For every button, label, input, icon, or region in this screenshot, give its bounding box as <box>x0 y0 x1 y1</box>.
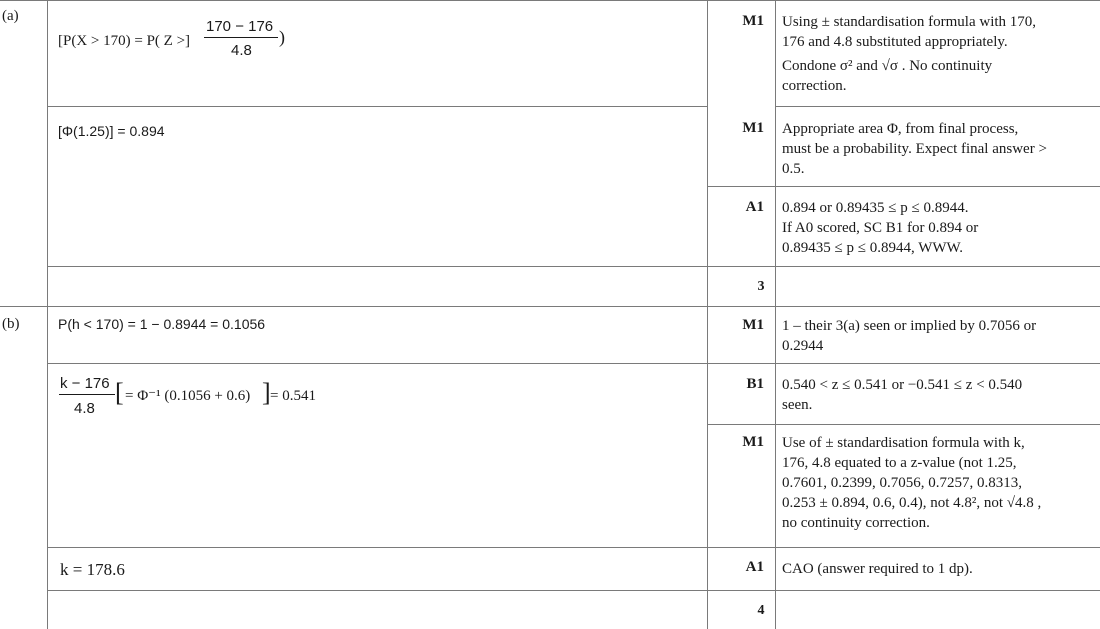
note-line: Condone σ² and √σ . No continuity <box>782 58 993 74</box>
note-line: 176, 4.8 equated to a z-value (not 1.25, <box>782 455 1017 471</box>
answer-row1-lhs: [P(X > 170) = P( Z >] <box>58 33 191 49</box>
mark-row3: A1 <box>745 199 764 215</box>
fraction-bar <box>204 37 278 38</box>
mark-row2: M1 <box>742 120 764 136</box>
note-line: 0.894 or 0.89435 ≤ p ≤ 0.8944. <box>782 200 969 216</box>
rule <box>47 266 1100 267</box>
notes-row6 <box>782 375 1097 415</box>
rule <box>707 186 1100 187</box>
fraction-bar <box>59 394 115 395</box>
answer-row1-numerator: 170 − 176 <box>206 18 274 35</box>
rule <box>47 106 707 107</box>
notes-row5 <box>782 316 1097 356</box>
bracket-close: ] <box>262 378 271 407</box>
rule <box>47 590 1100 591</box>
note-line: Using ± standardisation formula with 170, <box>782 14 1037 30</box>
mark-row1: M1 <box>742 13 764 29</box>
note-line: seen. <box>782 397 813 413</box>
answer-row5: P(h < 170) = 1 − 0.8944 = 0.1056 <box>58 316 266 332</box>
total-a: 3 <box>757 279 765 294</box>
note-line: If A0 scored, SC B1 for 0.894 or <box>782 220 979 236</box>
rule <box>775 0 776 629</box>
mark-row7: M1 <box>742 434 764 450</box>
note-line: must be a probability. Expect final answer > <box>782 141 1047 157</box>
rule <box>47 363 1100 364</box>
notes-row8 <box>782 559 1097 579</box>
notes-row2 <box>782 119 1097 179</box>
rule <box>47 547 1100 548</box>
rule <box>775 106 1100 107</box>
part-label-b: (b) <box>2 316 20 332</box>
notes-row3 <box>782 198 1097 258</box>
note-line: correction. <box>782 78 847 94</box>
note-line: 0.89435 ≤ p ≤ 0.8944, WWW. <box>782 240 964 256</box>
total-b: 4 <box>757 603 765 618</box>
mark-row6: B1 <box>746 376 764 392</box>
answer-row8: k = 178.6 <box>60 560 125 579</box>
note-line: Appropriate area Φ, from final process, <box>782 121 1019 137</box>
answer-row6-numerator: k − 176 <box>60 375 110 392</box>
rule <box>707 0 708 629</box>
note-line: 0.5. <box>782 161 805 177</box>
note-line: 0.540 < z ≤ 0.541 or −0.541 ≤ z < 0.540 <box>782 377 1023 393</box>
note-line: CAO (answer required to 1 dp). <box>782 561 973 577</box>
note-line: 0.2944 <box>782 338 824 354</box>
note-line: no continuity correction. <box>782 515 930 531</box>
rule <box>47 0 48 629</box>
notes-row1 <box>782 12 1097 96</box>
rule <box>707 424 1100 425</box>
bracket-open: [ <box>115 378 124 407</box>
answer-row1-denominator: 4.8 <box>231 42 252 59</box>
answer-row2: [Φ(1.25)] = 0.894 <box>58 123 165 139</box>
note-line: 0.253 ± 0.894, 0.6, 0.4), not 4.8², not √4.8 , <box>782 495 1042 511</box>
answer-row1-close: ) <box>279 27 285 47</box>
answer-row6-result: = 0.541 <box>270 388 316 404</box>
note-line: 1 – their 3(a) seen or implied by 0.7056 or <box>782 318 1037 334</box>
mark-row8: A1 <box>745 559 764 575</box>
mark-row5: M1 <box>742 317 764 333</box>
note-line: Use of ± standardisation formula with k, <box>782 435 1025 451</box>
part-label-a: (a) <box>2 8 19 24</box>
rule-top <box>0 0 1100 1</box>
answer-row6-denominator: 4.8 <box>74 400 95 417</box>
answer-row6-rhs: = Φ⁻¹ (0.1056 + 0.6) <box>125 388 251 404</box>
rule <box>0 306 1100 307</box>
note-line: 176 and 4.8 substituted appropriately. <box>782 34 1008 50</box>
note-line: 0.7601, 0.2399, 0.7056, 0.7257, 0.8313, <box>782 475 1022 491</box>
notes-row7 <box>782 433 1097 533</box>
